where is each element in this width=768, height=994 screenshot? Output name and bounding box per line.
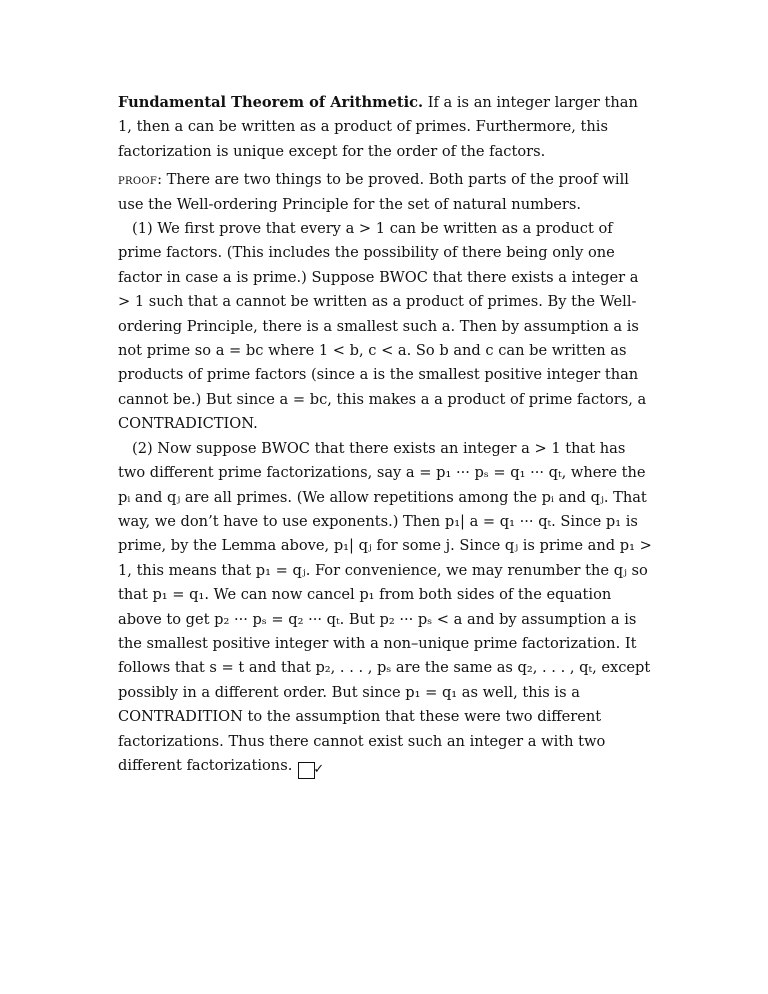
document-page	[118, 91, 652, 779]
theorem-text: If a is an integer larger than 1, then a can be written as a product of primes. Furthermore, this factorization is unique except for the order of the factors.	[118, 94, 638, 160]
proof-part-1: (1) We first prove that every a > 1 can be written as a product of prime factors. (This includes the possibility of there being only one factor in case a is prime.) Suppose BWOC that there exists a integer a > 1 such that a cannot be written as a product of primes. By the Well-ordering Principle, there is a smallest such a. Then by assumption a is not prime so a = bc where 1 < b, c < a. So b and c can be written as products of prime factors (since a is the smallest positive integer than cannot be.) But since a = bc, this makes a a product of prime factors, a CONTRADICTION.	[118, 220, 647, 433]
proof-intro	[118, 168, 652, 217]
proof-label: proof	[118, 171, 158, 189]
proof-part-2-text: (2) Now suppose BWOC that there exists an integer a > 1 that has two different prime factorizations, say a = p₁ ··· pₛ = q₁ ··· qₜ, where the pᵢ and qⱼ are all primes. (We allow repetitions among the pᵢ and qⱼ. That way, we don’t have to use exponents.) Then p₁| a = q₁ ··· qₜ. Since p₁ is prime, by the Lemma above, p₁| qⱼ for some j. Since qⱼ is prime and p₁ > 1, this means that p₁ = qⱼ. For convenience, we may renumber the qⱼ so that p₁ = q₁. We can now cancel p₁ from both sides of the equation above to get p₂ ··· pₛ = q₂ ··· qₜ. But p₂ ··· pₛ < a and by assumption a is the smallest positive integer with a non–unique prime factorization. It follows that s = t and that p₂, . . . , pₛ are the same as q₂, . . . , qₜ, except possibly in a different order. But since p₁ = q₁ as well, this is a CONTRADITION to the assumption that these were two different factorizations. Thus there cannot exist such an integer a with two different factorizations.	[118, 439, 652, 774]
qed-checkmark-icon: ✓	[298, 762, 315, 779]
proof-intro-text: : There are two things to be proved. Both parts of the proof will use the Well-ordering Principle for the set of natural numbers.	[118, 171, 629, 213]
proof-part-2	[118, 437, 652, 779]
theorem-title: Fundamental Theorem of Arithmetic.	[118, 94, 424, 111]
theorem-statement	[118, 91, 652, 164]
